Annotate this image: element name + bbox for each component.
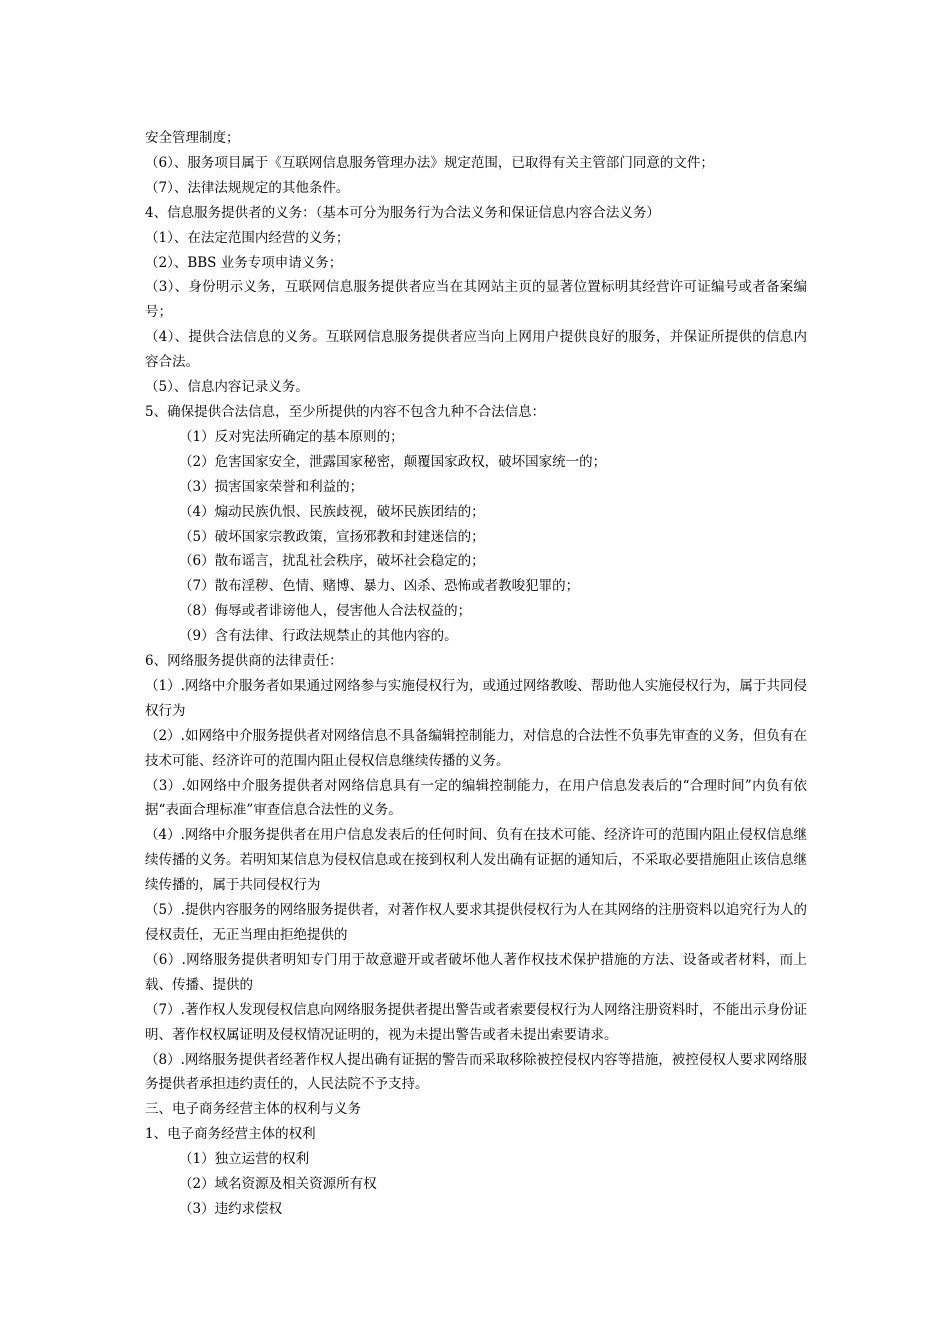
paragraph: （2）.如网络中介服务提供者对网络信息不具备编辑控制能力，对信息的合法性不负事先审查的义务，但负有在技术可能、经济许可的范围内阻止侵权信息继续传播的义务。 [145, 727, 807, 769]
paragraph: （1）.网络中介服务者如果通过网络参与实施侵权行为，或通过网络教唆、帮助他人实施侵权行为，属于共同侵权行为 [145, 677, 807, 719]
list-item: （3）违约求偿权 [179, 1200, 283, 1217]
list-item: （7）散布淫秽、色情、赌博、暴力、凶杀、恐怖或者教唆犯罪的； [179, 578, 580, 595]
list-item: （1）反对宪法所确定的基本原则的； [179, 428, 404, 445]
paragraph: （6）.网络服务提供者明知专门用于故意避开或者破坏他人著作权技术保护措施的方法、设备或者材料，而上载、传播、提供的 [145, 951, 807, 993]
paragraph: （6）、服务项目属于《互联网信息服务管理办法》规定范围，已取得有关主管部门同意的文件； [145, 154, 714, 171]
list-item: （4）煽动民族仇恨、民族歧视，破坏民族团结的； [179, 503, 485, 520]
paragraph: 1、电子商务经营主体的权利 [145, 1126, 316, 1143]
paragraph: （7）、法律法规规定的其他条件。 [145, 179, 350, 196]
list-item: （2）危害国家安全，泄露国家秘密，颠覆国家政权，破坏国家统一的； [179, 453, 607, 470]
paragraph: （1）、在法定范围内经营的义务； [145, 229, 350, 246]
paragraph: （8）.网络服务提供者经著作权人提出确有证据的警告而采取移除被控侵权内容等措施，被控侵权人要求网络服务提供者承担违约责任的，人民法院不予支持。 [145, 1051, 807, 1093]
paragraph: （3）、身份明示义务，互联网信息服务提供者应当在其网站主页的显著位置标明其经营许可证编号或者备案编号； [145, 279, 807, 321]
paragraph: 6、网络服务提供商的法律责任： [145, 653, 343, 670]
paragraph: （4）.网络中介服务提供者在用户信息发表后的任何时间、负有在技术可能、经济许可的范围内阻止侵权信息继续传播的义务。若明知某信息为侵权信息或在接到权利人发出确有证据的通知后，不采取必要措施阻止该信息继续传播的，属于共同侵权行为 [145, 827, 807, 894]
list-item: （9）含有法律、行政法规禁止的其他内容的。 [179, 628, 458, 645]
paragraph: 4、信息服务提供者的义务：（基本可分为服务行为合法义务和保证信息内容合法义务） [145, 204, 660, 221]
list-item: （2）域名资源及相关资源所有权 [179, 1176, 377, 1193]
list-item: （1）独立运营的权利 [179, 1151, 310, 1168]
paragraph: 5、确保提供合法信息，至少所提供的内容不包含九种不合法信息： [145, 403, 546, 420]
paragraph: （7）.著作权人发现侵权信息向网络服务提供者提出警告或者索要侵权行为人网络注册资料时，不能出示身份证明、著作权权属证明及侵权情况证明的，视为未提出警告或者未提出索要请求。 [145, 1001, 807, 1043]
paragraph: （5）、信息内容记录义务。 [145, 379, 309, 396]
paragraph: （5）.提供内容服务的网络服务提供者，对著作权人要求其提供侵权行为人在其网络的注册资料以追究行为人的侵权责任，无正当理由拒绝提供的 [145, 902, 807, 943]
list-item: （5）破坏国家宗教政策，宣扬邪教和封建迷信的； [179, 528, 485, 545]
paragraph: 三、电子商务经营主体的权利与义务 [145, 1101, 361, 1118]
paragraph: 安全管理制度； [145, 130, 240, 146]
paragraph: （4）、提供合法信息的义务。互联网信息服务提供者应当向上网用户提供良好的服务，并保证所提供的信息内容合法。 [145, 329, 807, 371]
paragraph: （3）.如网络中介服务提供者对网络信息具有一定的编辑控制能力，在用户信息发表后的“合理时间”内负有依据“表面合理标准”审查信息合法性的义务。 [145, 777, 807, 819]
list-item: （6）散布谣言，扰乱社会秩序，破坏社会稳定的； [179, 553, 485, 570]
paragraph: （2）、BBS 业务专项申请义务； [145, 254, 343, 271]
list-item: （8）侮辱或者诽谤他人，侵害他人合法权益的； [179, 603, 472, 620]
document-page [145, 126, 807, 1222]
list-item: （3）损害国家荣誉和利益的； [179, 478, 364, 495]
